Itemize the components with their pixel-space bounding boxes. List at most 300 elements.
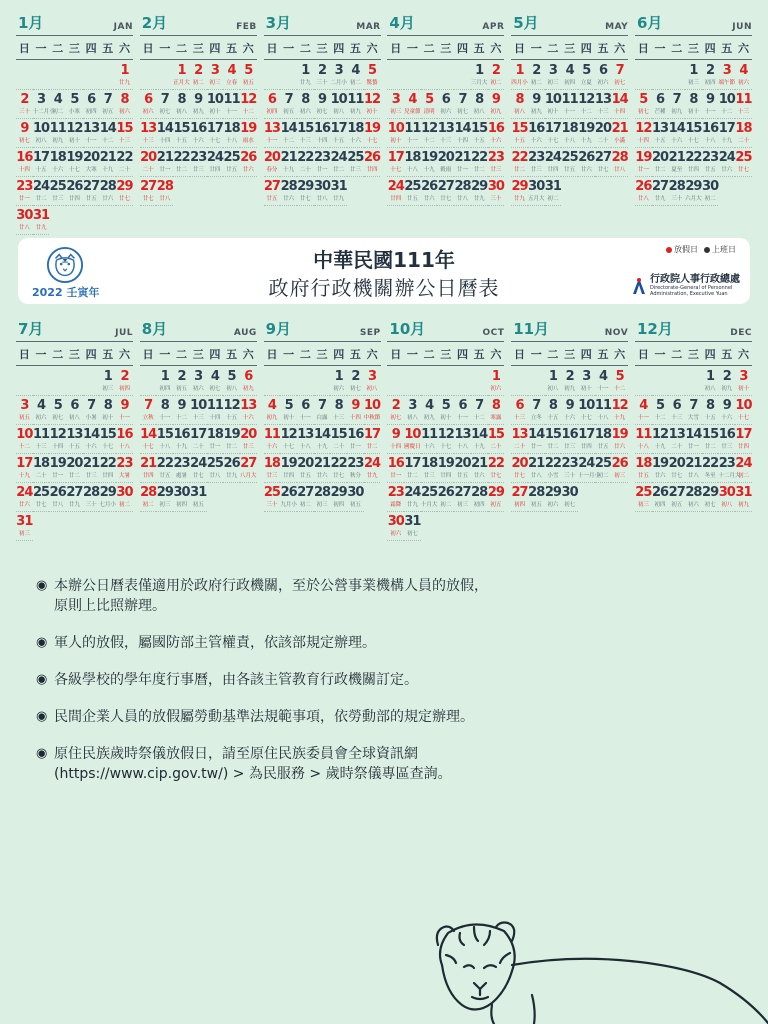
lunar-date: 十六 (192, 138, 204, 144)
day-cell (635, 119, 652, 148)
lunar-date: 十一 (85, 138, 97, 144)
day-cell (387, 396, 404, 425)
month-2 (140, 12, 257, 235)
day-cell (668, 177, 685, 206)
day-number: 8 (120, 92, 129, 107)
day-number: 30 (561, 485, 578, 500)
day-cell (652, 119, 669, 148)
lunar-date: 三十 (18, 109, 30, 115)
lunar-date: 廿六 (316, 473, 328, 479)
day-cell (454, 483, 471, 512)
lunar-date: 廿二 (35, 196, 47, 202)
weekday-label: 六 (737, 42, 749, 55)
day-number: 14 (454, 121, 471, 136)
day-number: 6 (70, 398, 79, 413)
empty-cell (16, 367, 33, 396)
lunar-date: 廿三 (349, 167, 361, 173)
day-cell (404, 177, 421, 206)
day-number: 25 (32, 485, 50, 500)
day-number: 22 (544, 456, 561, 471)
lunar-date: 廿七 (737, 167, 749, 173)
day-number: 18 (421, 456, 438, 471)
weekday-label: 二 (671, 42, 683, 55)
day-cell (488, 367, 505, 396)
day-cell (611, 90, 628, 119)
note-item (36, 670, 736, 690)
agency-name: 行政院人事行政總處 (650, 274, 740, 285)
lunar-date: 初二 (52, 109, 64, 115)
day-cell (223, 425, 240, 454)
empty-cell (652, 367, 669, 396)
day-cell (99, 367, 116, 396)
day-cell (99, 425, 116, 454)
day-number: 7 (103, 92, 112, 107)
day-cell (488, 396, 505, 425)
empty-cell (404, 367, 421, 396)
day-cell (173, 425, 190, 454)
weekday-label: 五 (102, 42, 114, 55)
day-number: 15 (297, 121, 314, 136)
day-cell (668, 425, 685, 454)
day-number: 9 (491, 92, 500, 107)
day-number: 19 (364, 121, 381, 136)
day-number: 21 (685, 456, 702, 471)
lunar-date: 初八 (721, 502, 733, 508)
note-item (36, 744, 736, 784)
day-number: 3 (582, 369, 591, 384)
lunar-date: 六月大 (685, 196, 702, 202)
day-cell (545, 177, 562, 206)
day-number: 18 (223, 121, 240, 136)
day-number: 19 (66, 150, 83, 165)
day-number: 18 (594, 427, 612, 442)
lunar-date: 廿五 (159, 473, 171, 479)
day-number: 29 (116, 179, 133, 194)
note-item (36, 576, 736, 616)
lunar-date: 廿八 (209, 473, 221, 479)
lunar-date: 十四 (316, 138, 328, 144)
month-name-en: AUG (233, 328, 257, 338)
lunar-date: 三十 (671, 196, 683, 202)
day-number: 7 (532, 398, 541, 413)
day-number: 31 (330, 179, 347, 194)
lunar-date: 三十 (564, 473, 576, 479)
lunar-date: 初二 (192, 80, 204, 86)
lunar-date: 初八 (35, 138, 47, 144)
day-cell (718, 396, 735, 425)
lunar-date: 初九 (721, 386, 733, 392)
day-cell (83, 483, 100, 512)
empty-cell (421, 61, 438, 90)
day-number: 19 (578, 121, 595, 136)
lunar-date: 穀雨 (440, 167, 452, 173)
day-number: 6 (458, 398, 467, 413)
day-number: 5 (53, 398, 62, 413)
lunar-date: 初八 (514, 109, 526, 115)
day-number: 18 (735, 121, 752, 136)
day-cell (330, 148, 347, 177)
day-cell (488, 177, 505, 206)
lunar-date: 二十 (597, 138, 609, 144)
lunar-date: 初九 (737, 502, 749, 508)
lunar-date: 十八 (637, 444, 649, 450)
day-number: 24 (544, 150, 561, 165)
day-cell (240, 454, 257, 483)
day-cell (83, 148, 100, 177)
day-cell (314, 61, 331, 90)
day-cell (314, 90, 331, 119)
day-cell (223, 148, 240, 177)
lunar-date: 十六 (564, 415, 576, 421)
month-header (140, 318, 257, 342)
day-cell (471, 148, 488, 177)
day-number: 23 (718, 456, 735, 471)
lunar-date: 初七 (349, 386, 361, 392)
lunar-date: 廿九 (333, 196, 345, 202)
lunar-date: 初三 (102, 386, 114, 392)
day-cell (83, 90, 100, 119)
weekday-label: 三 (564, 42, 576, 55)
day-cell (454, 454, 471, 483)
month-11 (511, 318, 628, 541)
day-number: 17 (544, 121, 561, 136)
day-cell (561, 454, 578, 483)
note-line: 本辦公日曆表僅適用於政府行政機關，至於公營事業機構人員的放假， (54, 578, 488, 594)
day-cell (364, 119, 381, 148)
weekday-header (387, 342, 504, 366)
day-cell (718, 90, 735, 119)
day-number: 7 (689, 398, 698, 413)
lunar-date: 初八 (406, 415, 418, 421)
day-cell (207, 425, 224, 454)
day-number: 22 (685, 150, 702, 165)
day-number: 20 (511, 456, 528, 471)
day-number: 13 (66, 427, 83, 442)
lunar-date: 初六 (192, 386, 204, 392)
day-cell (314, 483, 331, 512)
day-cell (437, 425, 454, 454)
day-cell (718, 454, 741, 483)
day-cell (280, 90, 297, 119)
holiday-dot-icon (666, 247, 672, 253)
day-cell (685, 454, 702, 483)
month-name: 2月 (141, 14, 168, 32)
weekday-label: 日 (514, 348, 526, 361)
day-cell (685, 177, 702, 206)
day-cell (578, 425, 595, 454)
day-number: 4 (37, 398, 46, 413)
day-number: 13 (454, 427, 471, 442)
weekday-header (387, 36, 504, 60)
day-cell (652, 483, 669, 512)
lunar-date: 廿一 (52, 473, 64, 479)
day-cell (347, 119, 364, 148)
lunar-date: 處暑 (176, 473, 188, 479)
day-cell (264, 454, 281, 483)
day-cell (611, 61, 628, 90)
day-number: 24 (190, 456, 207, 471)
lunar-date: 廿七 (192, 473, 204, 479)
day-number: 23 (528, 150, 545, 165)
lunar-date: 廿九 (473, 196, 485, 202)
lunar-date: 廿三 (242, 444, 254, 450)
day-cell (437, 148, 454, 177)
lunar-date: 廿四 (737, 444, 749, 450)
day-number: 17 (190, 427, 207, 442)
bullet-icon: ◉ (36, 578, 48, 593)
weekday-header (511, 342, 628, 366)
day-number: 26 (240, 150, 257, 165)
day-cell (49, 119, 66, 148)
day-cell (652, 454, 669, 483)
day-cell (190, 454, 207, 483)
lunar-date: 廿四 (366, 167, 378, 173)
day-number: 25 (206, 456, 223, 471)
month-5 (511, 12, 628, 235)
lunar-date: 十四 (18, 167, 30, 173)
lunar-date: 初十 (440, 415, 452, 421)
day-cell (404, 483, 421, 512)
weekday-label: 六 (614, 42, 626, 55)
lunar-date: 十一 (159, 415, 171, 421)
weekday-label: 六 (614, 348, 626, 361)
day-cell (545, 454, 562, 483)
day-cell (718, 148, 735, 177)
lunar-date: 二十 (299, 167, 311, 173)
weekday-label: 二 (547, 42, 559, 55)
weekday-label: 四 (209, 348, 221, 361)
lunar-date: 初五 (530, 502, 542, 508)
weekday-label: 三 (68, 42, 80, 55)
day-cell (83, 454, 100, 483)
lunar-date: 十一 (118, 415, 130, 421)
weekday-label: 三 (440, 348, 452, 361)
lunar-date: 十四 (390, 444, 402, 450)
day-number: 24 (16, 485, 33, 500)
day-cell (330, 483, 347, 512)
day-cell (99, 454, 116, 483)
lunar-date: 初四 (159, 386, 171, 392)
lunar-date: 廿九 (226, 473, 238, 479)
day-cell (49, 425, 66, 454)
day-number: 15 (471, 121, 488, 136)
day-number: 10 (190, 398, 207, 413)
day-cell (330, 425, 347, 454)
weekday-label: 四 (704, 348, 716, 361)
weekday-label: 三 (192, 42, 204, 55)
empty-cell (387, 367, 404, 396)
lunar-date: 初九 (490, 109, 502, 115)
lunar-date: 十六 (490, 138, 502, 144)
day-cell (83, 177, 100, 206)
lunar-date: 初二 (118, 502, 130, 508)
calendar-title: 中華民國111年 (313, 248, 455, 272)
day-number: 20 (240, 427, 257, 442)
day-cell (297, 177, 314, 206)
lunar-date: 初三 (390, 109, 402, 115)
day-number: 25 (561, 150, 578, 165)
lunar-date: 三十 (316, 80, 328, 86)
day-number: 3 (408, 398, 417, 413)
day-cell (387, 90, 404, 119)
lunar-date: 芒種 (654, 109, 666, 115)
lunar-date: 十一 (266, 138, 278, 144)
day-number: 2 (722, 369, 731, 384)
day-number: 29 (544, 485, 561, 500)
day-number: 15 (511, 121, 528, 136)
day-number: 18 (32, 456, 50, 471)
month-4 (387, 12, 504, 235)
day-number: 6 (87, 92, 96, 107)
day-number: 4 (565, 63, 574, 78)
lunar-date: 廿八 (52, 502, 64, 508)
bullet-icon: ◉ (36, 746, 48, 761)
day-number: 26 (635, 179, 652, 194)
bullet-icon: ◉ (36, 672, 48, 687)
month-name: 1月 (18, 14, 44, 32)
day-number: 14 (156, 121, 173, 136)
lunar-date: 初二 (299, 502, 311, 508)
lunar-date: 十七 (547, 138, 559, 144)
empty-cell (668, 367, 685, 396)
day-cell (735, 396, 752, 425)
lunar-date: 十三 (35, 444, 47, 450)
lunar-date: 廿三 (266, 473, 278, 479)
lunar-date: 國慶日 (404, 444, 421, 450)
lunar-date: 五月大 (527, 196, 545, 202)
lunar-date: 初六 (687, 502, 699, 508)
lunar-date: 初四 (514, 502, 526, 508)
day-number: 5 (615, 369, 624, 384)
lunar-date: 廿八 (530, 473, 542, 479)
lunar-date: 二十 (192, 444, 204, 450)
day-cell (488, 119, 505, 148)
weekday-label: 四 (333, 348, 345, 361)
lunar-date: 初六 (333, 386, 345, 392)
day-number: 5 (368, 63, 377, 78)
day-number: 1 (475, 63, 484, 78)
lunar-date: 小雪 (547, 473, 559, 479)
day-cell (156, 425, 173, 454)
day-number: 23 (313, 150, 331, 165)
day-cell (99, 396, 116, 425)
lunar-date: 初七 (614, 80, 626, 86)
day-cell (116, 454, 133, 483)
day-number: 29 (156, 485, 173, 500)
day-cell (595, 90, 612, 119)
lunar-date: 十一 (406, 138, 418, 144)
day-cell (668, 148, 685, 177)
day-cell (280, 396, 297, 425)
day-number: 17 (32, 150, 50, 165)
month-name-en: NOV (604, 328, 629, 338)
lunar-date: 初十 (390, 138, 402, 144)
lunar-date: 初七 (18, 138, 30, 144)
lunar-date: 廿三 (192, 167, 204, 173)
month-8 (140, 318, 257, 541)
weekday-label: 日 (266, 42, 278, 55)
day-number: 9 (317, 92, 327, 107)
day-cell (314, 177, 331, 206)
day-cell (264, 483, 281, 512)
month-header (140, 12, 257, 36)
day-number: 31 (404, 514, 421, 529)
day-number: 7 (672, 92, 681, 107)
day-cell (223, 396, 240, 425)
day-number: 20 (66, 456, 83, 471)
lunar-date: 初二 (349, 80, 361, 86)
lunar-date: 十二 (580, 109, 592, 115)
day-cell (364, 148, 381, 177)
day-cell (488, 425, 505, 454)
weekday-label: 五 (597, 42, 609, 55)
day-cell (421, 425, 438, 454)
lunar-date: 廿二 (473, 167, 485, 173)
lunar-date: 廿三 (530, 167, 542, 173)
day-number: 22 (511, 150, 528, 165)
day-number: 8 (475, 92, 484, 107)
month-header (16, 12, 133, 36)
day-cell (611, 425, 628, 454)
lunar-date: 十二 (721, 109, 733, 115)
day-cell (33, 425, 50, 454)
day-number: 10 (544, 92, 561, 107)
day-number: 6 (655, 92, 665, 107)
day-number: 9 (391, 427, 400, 442)
day-cell (240, 148, 257, 177)
lunar-date: 十八 (118, 444, 130, 450)
lunar-date: 雨水 (242, 138, 254, 144)
lunar-date: 十六 (52, 167, 64, 173)
month-name: 3月 (265, 14, 292, 32)
lunar-date: 初六 (390, 531, 402, 537)
weekday-label: 一 (406, 348, 418, 361)
lunar-date: 廿六 (102, 196, 114, 202)
day-number: 8 (689, 92, 698, 107)
lunar-date: 初三 (209, 80, 221, 86)
day-cell (404, 90, 421, 119)
lunar-date: 十九 (580, 138, 592, 144)
weekday-label: 一 (35, 42, 47, 55)
day-number: 25 (347, 150, 364, 165)
lunar-date: 廿一 (687, 444, 699, 450)
day-number: 9 (120, 398, 129, 413)
day-cell (33, 483, 50, 512)
lunar-date: 初五 (176, 386, 188, 392)
lunar-date: 廿八 (316, 196, 328, 202)
weekday-label: 日 (142, 348, 154, 361)
day-number: 21 (99, 150, 116, 165)
day-cell (611, 148, 628, 177)
lunar-date: 初五 (349, 502, 361, 508)
day-number: 11 (421, 427, 438, 442)
weekday-label: 日 (637, 348, 649, 361)
day-grid (140, 61, 257, 206)
day-number: 22 (156, 456, 173, 471)
day-number: 20 (437, 150, 454, 165)
month-header (387, 12, 504, 36)
day-number: 3 (722, 63, 731, 78)
day-number: 22 (173, 150, 190, 165)
day-cell (207, 61, 224, 90)
lunar-date: 初六 (35, 415, 47, 421)
lunar-date: 廿七 (514, 473, 526, 479)
day-cell (635, 148, 652, 177)
day-cell (297, 61, 314, 90)
lunar-date: 廿四 (687, 167, 699, 173)
day-cell (611, 454, 628, 483)
day-number: 9 (722, 398, 731, 413)
